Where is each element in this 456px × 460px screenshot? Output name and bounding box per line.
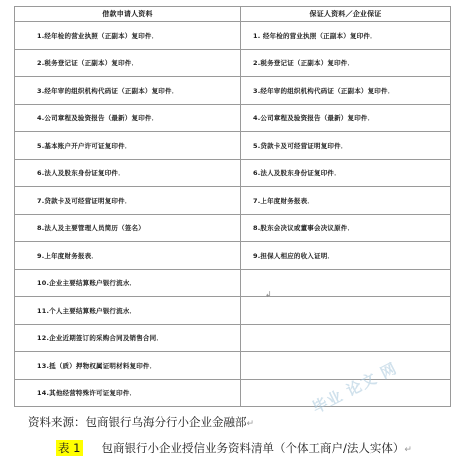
borrower-item: 1.经年检的营业执照（正副本）复印件． xyxy=(15,22,241,50)
table-header-row xyxy=(15,7,451,22)
borrower-item: 6.法人及股东身份证复印件． xyxy=(15,159,241,187)
guarantor-item: 1. 经年检的营业执照（正副本）复印件． xyxy=(241,22,451,50)
borrower-item: 2.税务登记证（正副本）复印件． xyxy=(15,49,241,77)
guarantor-item: 7.上年度财务报表． xyxy=(241,187,451,215)
borrower-item: 11.个人主要结算账户银行流水． xyxy=(15,297,241,325)
table-row xyxy=(15,77,451,105)
guarantor-item: 5.贷款卡及可经营证明复印件． xyxy=(241,132,451,160)
borrower-item: 8.法人及主要管理人员简历（签名） xyxy=(15,214,241,242)
borrower-item: 12.企业近期签订的采购合同及销售合同． xyxy=(15,324,241,352)
borrower-item: 9.上年度财务报表． xyxy=(15,242,241,270)
borrower-item: 4.公司章程及验资报告（最新）复印件． xyxy=(15,104,241,132)
guarantor-item xyxy=(241,324,451,352)
table-row xyxy=(15,49,451,77)
table-row xyxy=(15,187,451,215)
paragraph-mark-icon: ↵ xyxy=(404,445,412,455)
borrower-item: 14.其他经营特殊许可证复印件． xyxy=(15,379,241,407)
borrower-item: 13.抵（质）押物权属证明材料复印件． xyxy=(15,352,241,380)
table-row xyxy=(15,297,451,325)
source-line xyxy=(28,414,254,430)
guarantor-item: 3.经年审的组织机构代码证（正副本）复印件． xyxy=(241,77,451,105)
guarantor-item: 2.税务登记证（正副本）复印件． xyxy=(241,49,451,77)
watermark-logo: 毕业 论文 网 xyxy=(309,359,400,418)
guarantor-item xyxy=(241,269,451,297)
guarantor-item xyxy=(241,352,451,380)
table-caption xyxy=(56,440,412,456)
guarantor-item xyxy=(241,297,451,325)
guarantor-item: 8.股东会决议或董事会决议原件． xyxy=(241,214,451,242)
paragraph-mark-icon: ↵ xyxy=(246,419,255,429)
table-row xyxy=(15,242,451,270)
borrower-item: 7.贷款卡及可经营证明复印件． xyxy=(15,187,241,215)
caption-tag: 表 1 xyxy=(56,440,83,456)
borrower-item: 10.企业主要结算账户银行流水． xyxy=(15,269,241,297)
guarantor-item: 9.担保人相应的收入证明． xyxy=(241,242,451,270)
header-guarantor: 保证人资料／企业保证 xyxy=(241,7,451,22)
borrower-item: 5.基本账户开户许可证复印件． xyxy=(15,132,241,160)
table-row xyxy=(15,132,451,160)
table-row xyxy=(15,324,451,352)
caption-text: 包商银行小企业授信业务资料清单（个体工商户/法人实体） xyxy=(101,441,405,455)
guarantor-item: 6.法人及股东身份证复印件． xyxy=(241,159,451,187)
materials-table xyxy=(14,6,451,407)
borrower-item: 3.经年审的组织机构代码证（正副本）复印件． xyxy=(15,77,241,105)
table-row xyxy=(15,269,451,297)
table-row xyxy=(15,159,451,187)
guarantor-item: 4.公司章程及验资报告（最新）复印件． xyxy=(241,104,451,132)
header-borrower: 借款申请人资料 xyxy=(15,7,241,22)
table-row xyxy=(15,214,451,242)
table-body xyxy=(15,22,451,407)
bracket-mark: ↲ xyxy=(265,290,272,299)
source-text: 资料来源：包商银行乌海分行小企业金融部 xyxy=(28,415,247,429)
table-row xyxy=(15,22,451,50)
table-row xyxy=(15,104,451,132)
